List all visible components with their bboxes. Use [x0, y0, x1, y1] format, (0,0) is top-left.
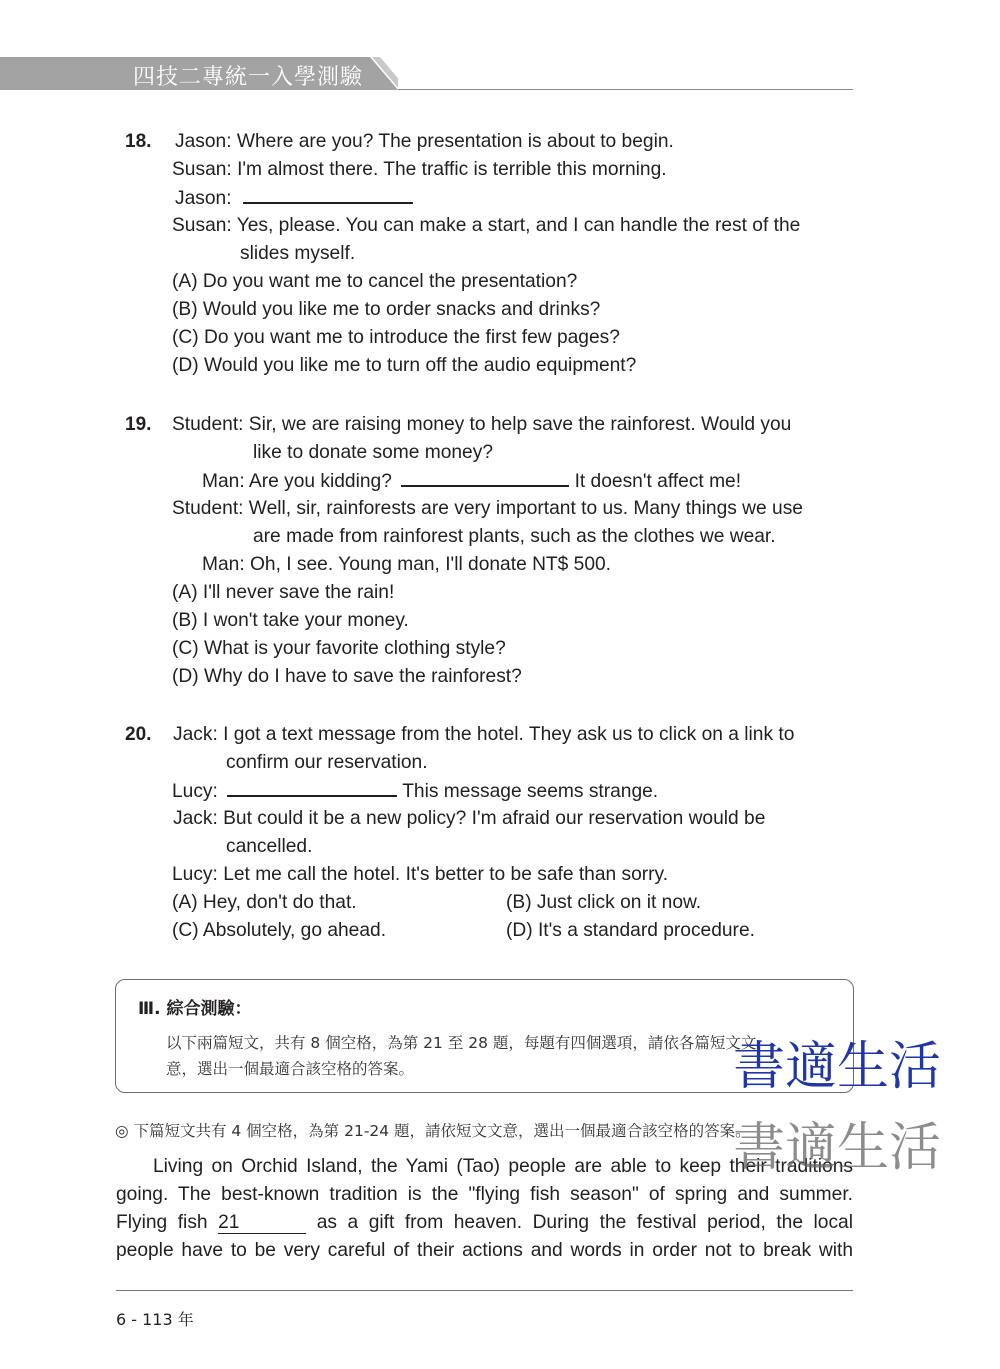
q20-line-3	[172, 777, 658, 806]
question-20-number: 20.	[125, 724, 152, 745]
q20-line-3-start: Lucy:	[172, 781, 218, 802]
passage-line-3	[116, 1209, 853, 1237]
q19-line-1: Student: Sir, we are raising money to help save the rainforest. Would you	[172, 414, 792, 435]
q18-option-b: (B) Would you like me to order snacks and drinks?	[172, 299, 601, 320]
q19-option-a: (A) I'll never save the rain!	[172, 582, 395, 603]
watermark-gray: 書適生活	[733, 1118, 942, 1178]
q18-line-4: Susan: Yes, please. You can make a start, and I can handle the rest of the	[172, 215, 801, 236]
q19-blank	[401, 467, 569, 487]
q19-line-2: like to donate some money?	[253, 442, 493, 463]
q19-line-3-end: It doesn't affect me!	[574, 471, 742, 492]
q18-option-c: (C) Do you want me to introduce the first few pages?	[172, 327, 620, 348]
passage-line-4: people have to be very careful of their actions and words in order not to break with	[116, 1240, 853, 1261]
q19-line-4: Student: Well, sir, rainforests are very important to us. Many things we use	[172, 498, 803, 519]
q20-line-1: Jack: I got a text message from the hotel. They ask us to click on a link to	[173, 724, 795, 745]
question-19-number: 19.	[125, 414, 152, 435]
q18-blank	[243, 184, 413, 204]
section-3-instructions-line-1: 以下兩篇短文，共有 8 個空格，為第 21 至 28 題，每題有四個選項，請依各篇短文文	[166, 1034, 757, 1052]
passage-note: ◎ 下篇短文共有 4 個空格，為第 21-24 題，請依短文文意，選出一個最適合該空格的答案。	[115, 1122, 751, 1140]
q20-line-3-end: This message seems strange.	[402, 781, 659, 802]
header-title: 四技二專統一入學測驗	[133, 65, 364, 90]
q20-line-5: cancelled.	[226, 836, 313, 857]
q19-option-d: (D) Why do I have to save the rainforest?	[172, 666, 522, 687]
q19-line-3-start: Man: Are you kidding?	[202, 471, 392, 492]
q20-option-b: (B) Just click on it now.	[506, 892, 702, 913]
q19-line-3	[202, 467, 741, 496]
q18-line-1: Jason: Where are you? The presentation is about to begin.	[175, 131, 674, 152]
section-3-instructions-line-2: 意，選出一個最適合該空格的答案。	[166, 1060, 415, 1078]
page-number: 6 - 113 年	[116, 1310, 194, 1329]
header-rule	[398, 89, 853, 90]
passage-line-2: going. The best-known tradition is the "flying fish season" of spring and summer.	[116, 1184, 853, 1205]
q18-line-5: slides myself.	[240, 243, 356, 264]
q19-line-6: Man: Oh, I see. Young man, I'll donate NT$ 500.	[202, 554, 611, 575]
q18-line-3	[175, 184, 413, 213]
q20-option-c: (C) Absolutely, go ahead.	[172, 920, 387, 941]
q19-option-c: (C) What is your favorite clothing style?	[172, 638, 506, 659]
passage-blank-21: 21	[218, 1213, 306, 1234]
passage-line-1: Living on Orchid Island, the Yami (Tao) people are able to keep their traditions	[153, 1156, 853, 1177]
q19-line-5: are made from rainforest plants, such as the clothes we wear.	[253, 526, 776, 547]
q18-option-a: (A) Do you want me to cancel the presentation?	[172, 271, 578, 292]
question-18-number: 18.	[125, 131, 152, 152]
passage-line-3-start: Flying fish	[116, 1212, 208, 1233]
watermark-blue: 書適生活	[733, 1037, 942, 1097]
q20-line-6: Lucy: Let me call the hotel. It's better to be safe than sorry.	[172, 864, 669, 885]
footer-rule	[116, 1290, 853, 1291]
passage-line-3-end: as a gift from heaven. During the festival period, the local	[316, 1212, 853, 1233]
q19-option-b: (B) I won't take your money.	[172, 610, 409, 631]
q20-blank	[227, 777, 397, 797]
q20-line-4: Jack: But could it be a new policy? I'm afraid our reservation would be	[173, 808, 766, 829]
q18-speaker: Jason:	[175, 188, 232, 209]
q18-option-d: (D) Would you like me to turn off the audio equipment?	[172, 355, 637, 376]
q20-line-2: confirm our reservation.	[226, 752, 428, 773]
q20-option-a: (A) Hey, don't do that.	[172, 892, 357, 913]
q20-option-d: (D) It's a standard procedure.	[506, 920, 755, 941]
section-3-title: Ⅲ. 綜合測驗：	[138, 999, 252, 1019]
q18-line-2: Susan: I'm almost there. The traffic is terrible this morning.	[172, 159, 667, 180]
